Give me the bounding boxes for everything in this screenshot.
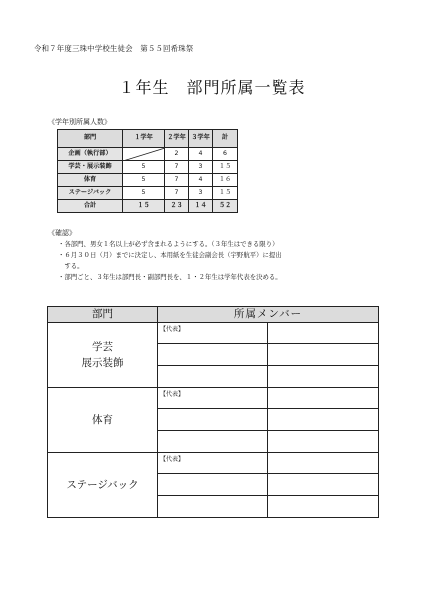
member-cell[interactable] — [158, 366, 268, 387]
total-y3: １４ — [189, 200, 213, 213]
member-cell[interactable] — [158, 431, 268, 452]
member-cell[interactable] — [268, 409, 378, 430]
counts-header-y3: ３学年 — [189, 130, 213, 148]
row-y1: 5 — [123, 187, 165, 200]
member-cell[interactable] — [268, 453, 378, 474]
group-dept-label: ステージバック — [48, 453, 158, 517]
roster-group-gakugei — [47, 323, 379, 388]
header-line: 令和７年度三珠中学校生徒会 第５５回希珠祭 — [34, 44, 194, 53]
notes-label: 《確認》 — [48, 229, 76, 237]
row-y2: 7 — [165, 174, 189, 187]
row-y2: 2 — [165, 148, 189, 161]
row-dept: 学芸・展示装飾 — [58, 161, 123, 174]
member-cell[interactable] — [158, 344, 268, 365]
member-cell[interactable] — [158, 496, 268, 517]
note-item: ・部門ごと、３年生は部門長・副部門長を、１・２年生は学年代表を決める。 — [58, 273, 282, 281]
table-row — [58, 187, 238, 200]
member-cell[interactable] — [268, 366, 378, 387]
member-cell[interactable] — [268, 496, 378, 517]
row-y3: 4 — [189, 148, 213, 161]
row-dept: ステージバック — [58, 187, 123, 200]
group-dept-label: 学芸 展示装飾 — [48, 323, 158, 387]
counts-label: 《学年別所属人数》 — [48, 118, 111, 126]
roster-header — [47, 306, 379, 323]
rep-cell[interactable]: 【代表】 — [158, 453, 268, 474]
total-y1: １５ — [123, 200, 165, 213]
row-dept: 企画（執行部） — [58, 148, 123, 161]
counts-header-dept: 部門 — [58, 130, 123, 148]
member-cell[interactable] — [268, 323, 378, 344]
member-cell[interactable] — [158, 409, 268, 430]
counts-header-total: 計 — [213, 130, 238, 148]
row-total: １５ — [213, 161, 238, 174]
roster-header-dept: 部門 — [48, 307, 158, 322]
row-y3: 3 — [189, 161, 213, 174]
notes-list — [58, 239, 282, 283]
table-row — [58, 148, 238, 161]
total-sum: ５２ — [213, 200, 238, 213]
table-row — [58, 174, 238, 187]
row-y2: 7 — [165, 161, 189, 174]
row-y2: 7 — [165, 187, 189, 200]
member-cell[interactable] — [268, 344, 378, 365]
row-y3: 3 — [189, 187, 213, 200]
counts-header-y2: ２学年 — [165, 130, 189, 148]
roster-group-stageback — [47, 453, 379, 518]
note-item: ・６月３０日（月）までに決定し、本用紙を生徒会副会長（宇野航平）に提出 — [58, 251, 282, 259]
row-dept: 体育 — [58, 174, 123, 187]
member-cell[interactable] — [268, 474, 378, 495]
member-grid — [158, 453, 378, 517]
total-row — [58, 200, 238, 213]
row-y3: 4 — [189, 174, 213, 187]
row-total: 6 — [213, 148, 238, 161]
y1-blank-cell — [123, 148, 165, 161]
roster-header-members: 所属メンバー — [158, 307, 378, 322]
counts-header-y1: １学年 — [123, 130, 165, 148]
member-cell[interactable] — [158, 474, 268, 495]
member-grid — [158, 388, 378, 452]
total-label: 合計 — [58, 200, 123, 213]
member-grid — [158, 323, 378, 387]
counts-header-row — [58, 130, 238, 148]
roster-group-taiiku — [47, 388, 379, 453]
table-row — [58, 161, 238, 174]
member-cell[interactable] — [268, 431, 378, 452]
row-y1: 5 — [123, 161, 165, 174]
group-dept-label: 体育 — [48, 388, 158, 452]
rep-cell[interactable]: 【代表】 — [158, 388, 268, 409]
page-title: １年生 部門所属一覧表 — [118, 78, 306, 97]
roster-table — [47, 306, 379, 518]
row-y1: 5 — [123, 174, 165, 187]
row-total: １５ — [213, 187, 238, 200]
row-total: １６ — [213, 174, 238, 187]
diagonal-line — [123, 148, 165, 161]
note-item: する。 — [58, 262, 84, 270]
total-y2: ２３ — [165, 200, 189, 213]
rep-cell[interactable]: 【代表】 — [158, 323, 268, 344]
member-cell[interactable] — [268, 388, 378, 409]
note-item: ・各部門、男女１名以上が必ず含まれるようにする。（３年生はできる限り） — [58, 240, 279, 248]
counts-table — [57, 129, 238, 213]
